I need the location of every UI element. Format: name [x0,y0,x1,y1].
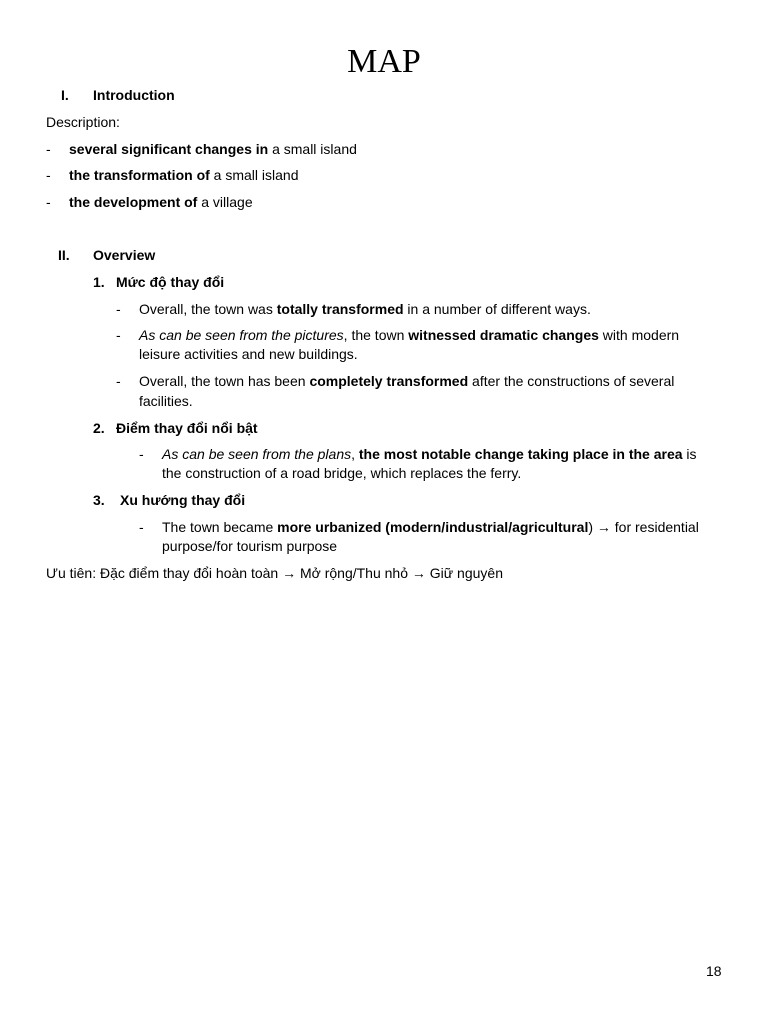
section-1-numeral: I. [61,87,69,103]
description-label: Description: [46,114,120,130]
sub-3-item-1-cont: purpose/for tourism purpose [162,538,338,554]
text-run-bold: more urbanized (modern/industrial/agricultural [277,519,589,535]
page-number: 18 [706,963,722,979]
intro-item-3 [69,193,253,212]
intro-item-2-rest: a small island [209,167,299,183]
intro-item-3-bold: the development of [69,194,198,210]
bullet-dash: - [46,167,51,183]
text-run-italic: As can be seen from the pictures [139,327,344,343]
text-run: , the town [343,327,409,343]
text-run: is [682,446,697,462]
text-run-bold: completely transformed [309,373,469,389]
text-run-bold: totally transformed [276,301,404,317]
page-title: MAP [347,43,421,80]
section-2-heading: Overview [93,247,156,263]
text-run-bold: the most notable change taking place in the area [358,446,683,462]
bullet-dash: - [116,373,121,389]
sub-1-item-2-cont: leisure activities and new buildings. [139,346,358,362]
sub-1-number: 1. [93,274,105,290]
sub-2-number: 2. [93,420,105,436]
bullet-dash: - [139,446,144,462]
text-run: Overall, the town was [139,301,277,317]
sub-1-item-1 [139,300,591,319]
sub-2-item-1-cont: the construction of a road bridge, which replaces the ferry. [162,465,522,481]
text-run-bold: witnessed dramatic changes [408,327,599,343]
section-1-heading: Introduction [93,87,175,103]
text-run: with modern [598,327,680,343]
intro-item-2 [69,166,298,185]
text-run: , [351,446,359,462]
sub-1-item-3 [139,372,674,391]
text-run-italic: As can be seen from the plans [162,446,352,462]
text-run: The town became [162,519,278,535]
sub-3-heading: Xu hướng thay đổi [120,492,246,508]
sub-1-item-3-cont: facilities. [139,393,193,409]
sub-1-heading: Mức độ thay đổi [116,274,225,290]
text-run: ) → for residential [588,519,699,535]
intro-item-1-rest: a small island [268,141,357,157]
bullet-dash: - [116,327,121,343]
sub-1-item-2 [139,326,679,345]
text-run: after the constructions of several [468,373,675,389]
intro-item-2-bold: the transformation of [69,167,210,183]
intro-item-1-bold: several significant changes in [69,141,269,157]
sub-2-item-1 [162,445,697,464]
sub-3-number: 3. [93,492,105,508]
sub-3-item-1 [162,518,699,537]
intro-item-1 [69,140,357,159]
section-2-numeral: II. [58,247,70,263]
text-run: Overall, the town has been [139,373,310,389]
sub-2-heading: Điểm thay đổi nổi bật [116,420,258,436]
bullet-dash: - [46,141,51,157]
bullet-dash: - [116,301,121,317]
intro-item-3-rest: a village [197,194,253,210]
priority-line: Ưu tiên: Đặc điểm thay đổi hoàn toàn → Mở rộng/Thu nhỏ → Giữ nguyên [46,565,503,581]
bullet-dash: - [46,194,51,210]
bullet-dash: - [139,519,144,535]
text-run: in a number of different ways. [403,301,591,317]
